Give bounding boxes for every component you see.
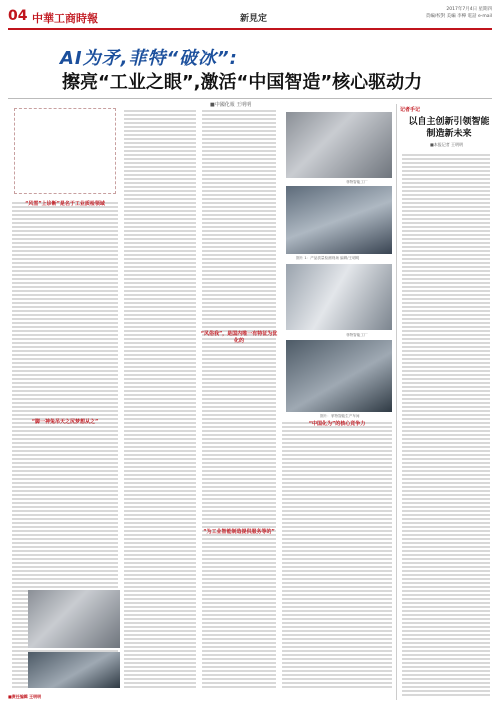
- photo-workshop-6: [28, 652, 120, 688]
- caption-4: 图片：菲特智能生产车间: [320, 414, 360, 418]
- body-column-2: [124, 108, 196, 688]
- section-tag: 新見定: [240, 14, 268, 24]
- masthead: [8, 6, 492, 30]
- caption-1: 菲特智能工厂: [346, 180, 368, 184]
- sidebar-body: [402, 152, 490, 696]
- sidebar-label: 记者手记: [400, 107, 421, 113]
- paper-name: 中華工商時報: [32, 12, 98, 25]
- bottom-tag: ■责任编辑 王明明: [8, 694, 42, 699]
- body-column-3: [202, 108, 276, 688]
- photo-factory-2: [286, 186, 392, 254]
- subhead-1: “风雪”上诊断”是名于工业质检领域: [25, 201, 105, 207]
- photo-factory-1: [286, 112, 392, 178]
- article-byline: ■中國化報 王明明: [210, 102, 252, 108]
- subhead-5: “中国化为”的核心竞争力: [308, 421, 366, 427]
- subhead-4: “为工业智能制造提供服务等的”: [203, 529, 275, 535]
- body-column-4: [282, 420, 392, 688]
- headline-line-1: AI为矛,菲特“破冰”:: [60, 48, 238, 69]
- date-line: 2017年7月4日 星期四: [446, 7, 492, 12]
- photo-factory-4: [286, 340, 392, 412]
- lead-paragraph-box: [14, 108, 116, 194]
- sidebar-title: 以自主创新引领智能制造新未来: [408, 117, 490, 139]
- headline-line-2: 擦亮“工业之眼”,激活“中国智造”核心驱动力: [62, 72, 423, 93]
- subhead-2: “脚一神兔吊天之尻梦想从之”: [31, 419, 99, 425]
- sidebar-column: [400, 106, 492, 700]
- caption-3: 菲特智能工厂: [346, 333, 368, 337]
- sidebar-byline: ■本报记者 王明明: [430, 142, 464, 147]
- photo-factory-3: [286, 264, 392, 330]
- headline-rule: [8, 98, 492, 99]
- editor-line: 責編/校對 美編 李樺 電話 e-mail: [425, 14, 492, 19]
- photo-workshop-5: [28, 590, 120, 648]
- page-number: 04: [8, 8, 28, 24]
- subhead-3: “风俗我”，是国内唯一有特征为优化的: [200, 331, 278, 344]
- masthead-meta: [426, 6, 492, 20]
- sidebar-separator: [396, 104, 397, 700]
- caption-2: 图片 1：产品质量检测现场 编辑/王明明: [296, 256, 360, 260]
